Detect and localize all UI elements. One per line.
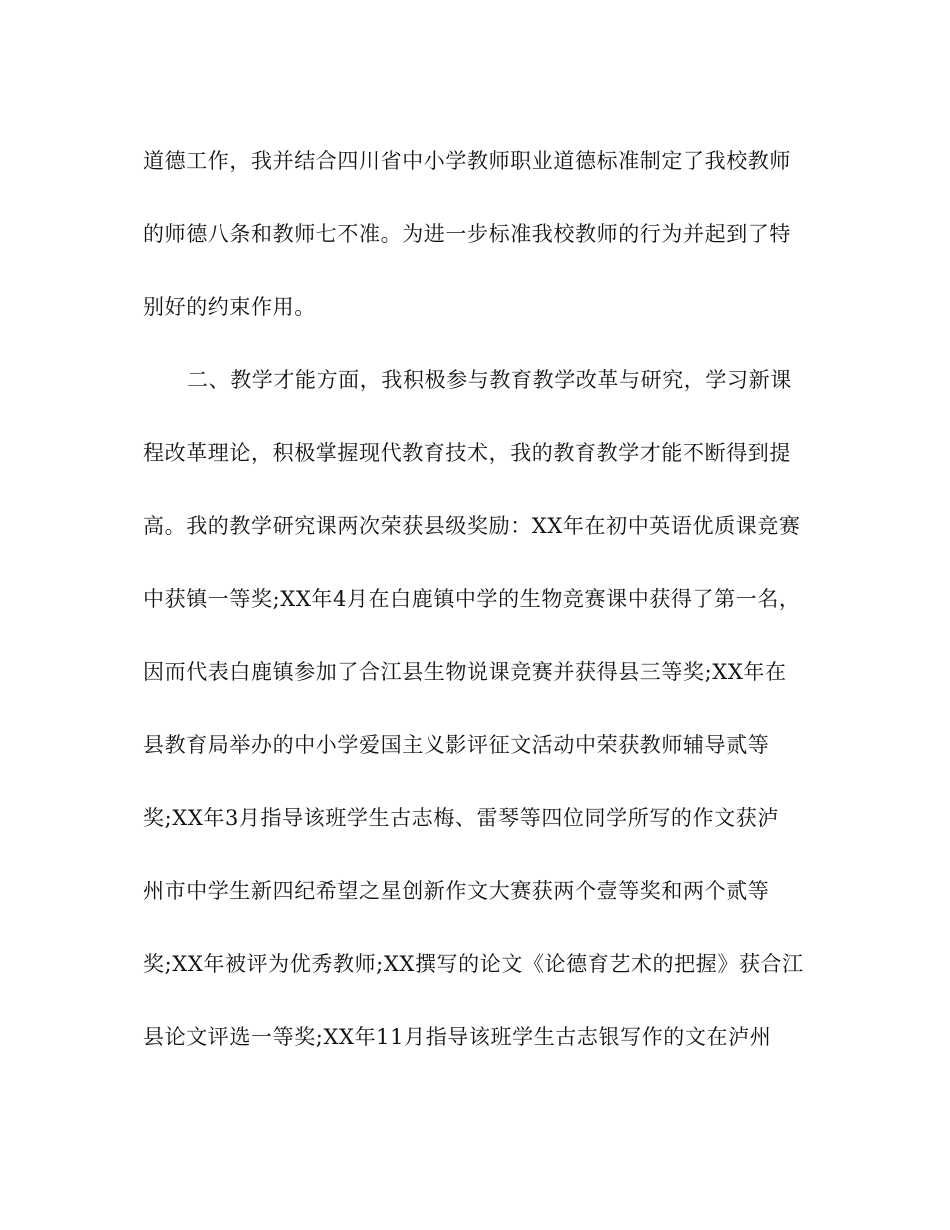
document-body bbox=[143, 137, 807, 1061]
text-line: 州市中学生新四纪希望之星创新作文大赛获两个壹等奖和两个贰等 bbox=[143, 879, 770, 903]
text-line: 别好的约束作用。 bbox=[143, 295, 316, 319]
text-line: 程改革理论，积极掌握现代教育技术，我的教育教学才能不断得到提 bbox=[143, 441, 791, 465]
text-line: 县论文评选一等奖;XX年11月指导该班学生古志银写作的文在泸州 bbox=[143, 1025, 772, 1049]
text-line: 中获镇一等奖;XX年4月在白鹿镇中学的生物竞赛课中获得了第一名， bbox=[143, 587, 801, 611]
text-line: 的师德八条和教师七不准。为进一步标准我校教师的行为并起到了特 bbox=[143, 222, 791, 246]
paragraph-start-line: 二、教学才能方面，我积极参与教育教学改革与研究，学习新课 bbox=[187, 368, 792, 392]
text-line: 因而代表白鹿镇参加了合江县生物说课竞赛并获得县三等奖;XX年在 bbox=[143, 660, 787, 684]
text-line: 县教育局举办的中小学爱国主义影评征文活动中荣获教师辅导贰等 bbox=[143, 733, 770, 757]
text-line: 奖;XX年3月指导该班学生古志梅、雷琴等四位同学所写的作文获泸 bbox=[143, 806, 779, 830]
text-line: 高。我的教学研究课两次荣获县级奖励：XX年在初中英语优质课竞赛 bbox=[143, 514, 801, 538]
text-line: 道德工作，我并结合四川省中小学教师职业道德标准制定了我校教师 bbox=[143, 149, 791, 173]
text-line: 奖;XX年被评为优秀教师;XX撰写的论文《论德育艺术的把握》获合江 bbox=[143, 952, 804, 976]
